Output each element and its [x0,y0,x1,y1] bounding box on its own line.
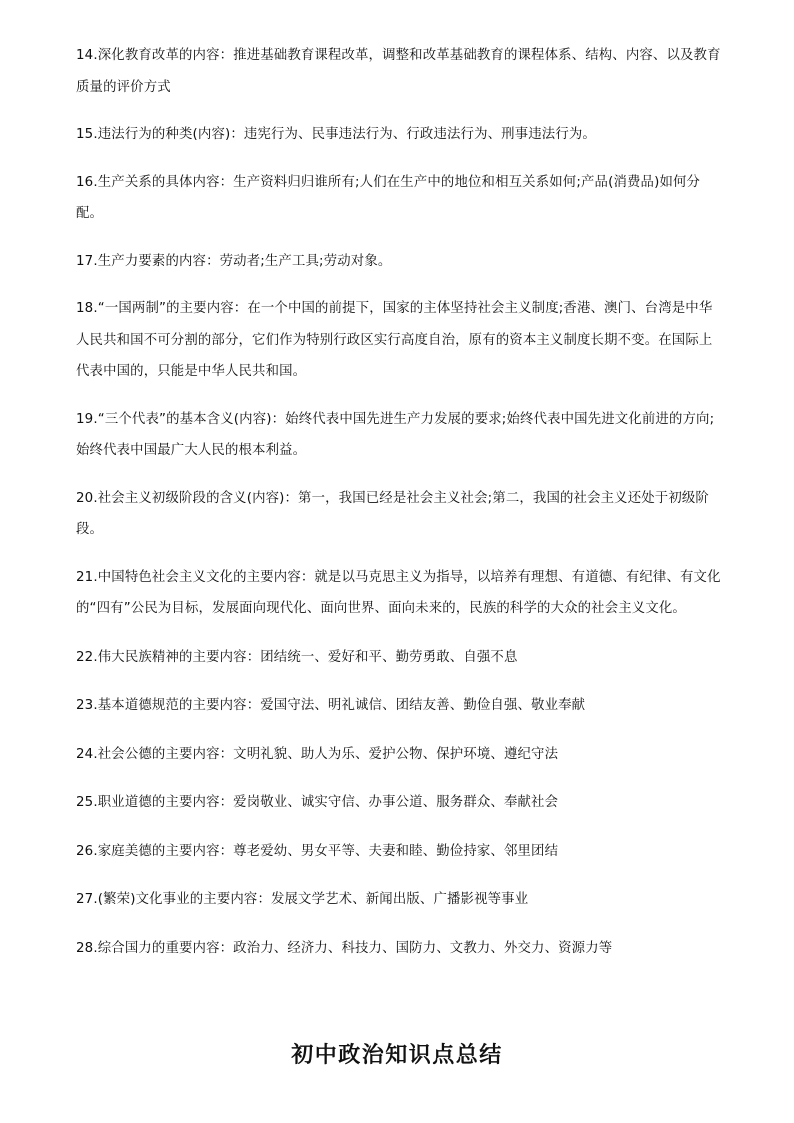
item-20: 20.社会主义初级阶段的含义(内容)：第一，我国已经是社会主义社会;第二，我国的社会主义还处于初级阶段。 [76,490,709,537]
item-17: 17.生产力要素的内容：劳动者;生产工具;劳动对象。 [76,253,392,269]
item-18: 18.“一国两制”的主要内容：在一个中国的前提下，国家的主体坚持社会主义制度;香港、澳门、台湾是中华人民共和国不可分割的部分，它们作为特别行政区实行高度自治，原有的资本主义制度长期不变。在国际上代表中国的，只能是中华人民共和国。 [76,301,713,379]
item-19: 19.“三个代表”的基本含义(内容)：始终代表中国先进生产力发展的要求;始终代表中国先进文化前进的方向;始终代表中国最广大人民的根本利益。 [76,411,715,458]
item-26: 26.家庭美德的主要内容：尊老爱幼、男女平等、夫妻和睦、勤俭持家、邻里团结 [76,843,559,859]
item-28: 28.综合国力的重要内容：政治力、经济力、科技力、国防力、文教力、外交力、资源力等 [76,940,613,956]
item-14: 14.深化教育改革的内容：推进基础教育课程改革，调整和改革基础教育的课程体系、结构、内容、以及教育质量的评价方式 [76,48,721,95]
item-25: 25.职业道德的主要内容：爱岗敬业、诚实守信、办事公道、服务群众、奉献社会 [76,795,559,810]
item-24: 24.社会公德的主要内容：文明礼貌、助人为乐、爱护公物、保护环境、遵纪守法 [76,746,559,762]
item-23: 23.基本道德规范的主要内容：爱国守法、明礼诚信、团结友善、勤俭自强、敬业奉献 [76,698,586,713]
item-15: 15.违法行为的种类(内容)：违宪行为、民事违法行为、行政违法行为、刑事违法行为。 [76,127,596,142]
section-title: 初中政治知识点总结 [291,1042,503,1068]
item-27: 27.(繁荣)文化事业的主要内容：发展文学艺术、新闻出版、广播影视等事业 [76,892,529,907]
item-16: 16.生产关系的具体内容：生产资料归归谁所有;人们在生产中的地位和相互关系如何;产品(消费品)如何分配。 [76,174,701,221]
item-22: 22.伟大民族精神的主要内容：团结统一、爱好和平、勤劳勇敢、自强不息 [76,649,518,665]
item-21: 21.中国特色社会主义文化的主要内容：就是以马克思主义为指导，以培养有理想、有道德、有纪律、有文化的“四有”公民为目标，发展面向现代化、面向世界、面向未来的，民族的科学的大众的社会主义文化。 [76,569,721,616]
